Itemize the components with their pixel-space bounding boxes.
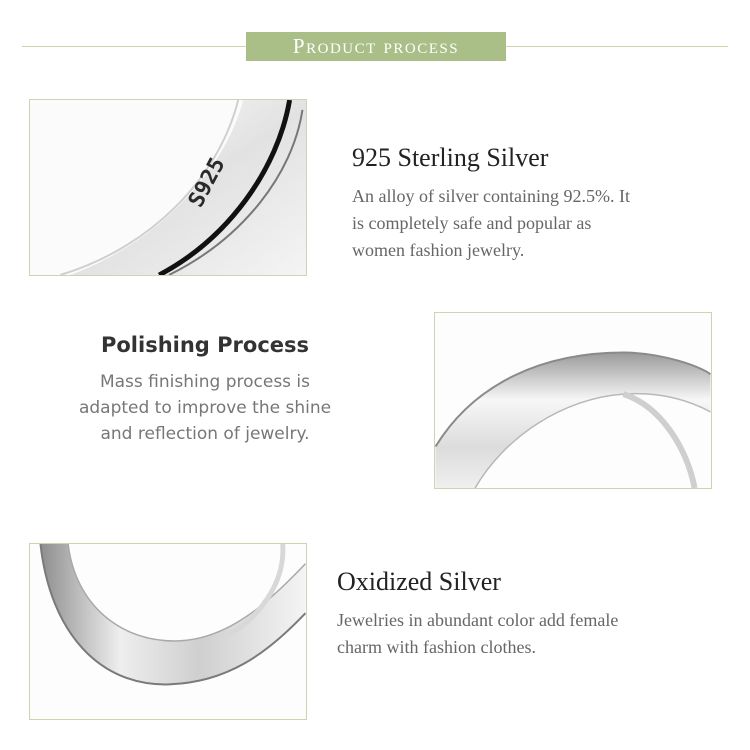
oxidized-silver-title: Oxidized Silver: [337, 567, 501, 596]
polishing-process-line-1: Mass finishing process is: [99, 372, 311, 392]
header-rule-right: [506, 46, 728, 47]
section-banner: [246, 32, 506, 61]
ring-oxidized-image: [29, 543, 307, 720]
stamp-text: S925: [183, 153, 231, 212]
oxidized-silver-line-2: charm with fashion clothes.: [337, 637, 536, 657]
header-rule-left: [22, 46, 246, 47]
sterling-silver-line-2: is completely safe and popular as: [352, 213, 592, 233]
sterling-silver-line-1: An alloy of silver containing 92.5%. It: [352, 186, 630, 206]
oxidized-silver-line-1: Jewelries in abundant color add female: [337, 610, 619, 630]
sterling-silver-line-3: women fashion jewelry.: [352, 240, 525, 260]
banner-title: Product process: [292, 34, 460, 58]
ring-polished-image: [434, 312, 712, 489]
ring-closeup-stamp-image: [29, 99, 307, 276]
oxidized-silver-block: [337, 567, 737, 661]
polishing-process-block: [45, 333, 365, 447]
ring-oxidized-illustration: [30, 544, 306, 719]
polishing-process-title: Polishing Process: [100, 333, 310, 357]
sterling-silver-block: [352, 143, 732, 264]
sterling-silver-title: 925 Sterling Silver: [352, 143, 549, 172]
polishing-process-line-3: and reflection of jewelry.: [100, 424, 310, 444]
ring-polished-illustration: [435, 313, 711, 488]
ring-stamp-illustration: [30, 100, 306, 275]
polishing-process-line-2: adapted to improve the shine: [78, 398, 332, 418]
